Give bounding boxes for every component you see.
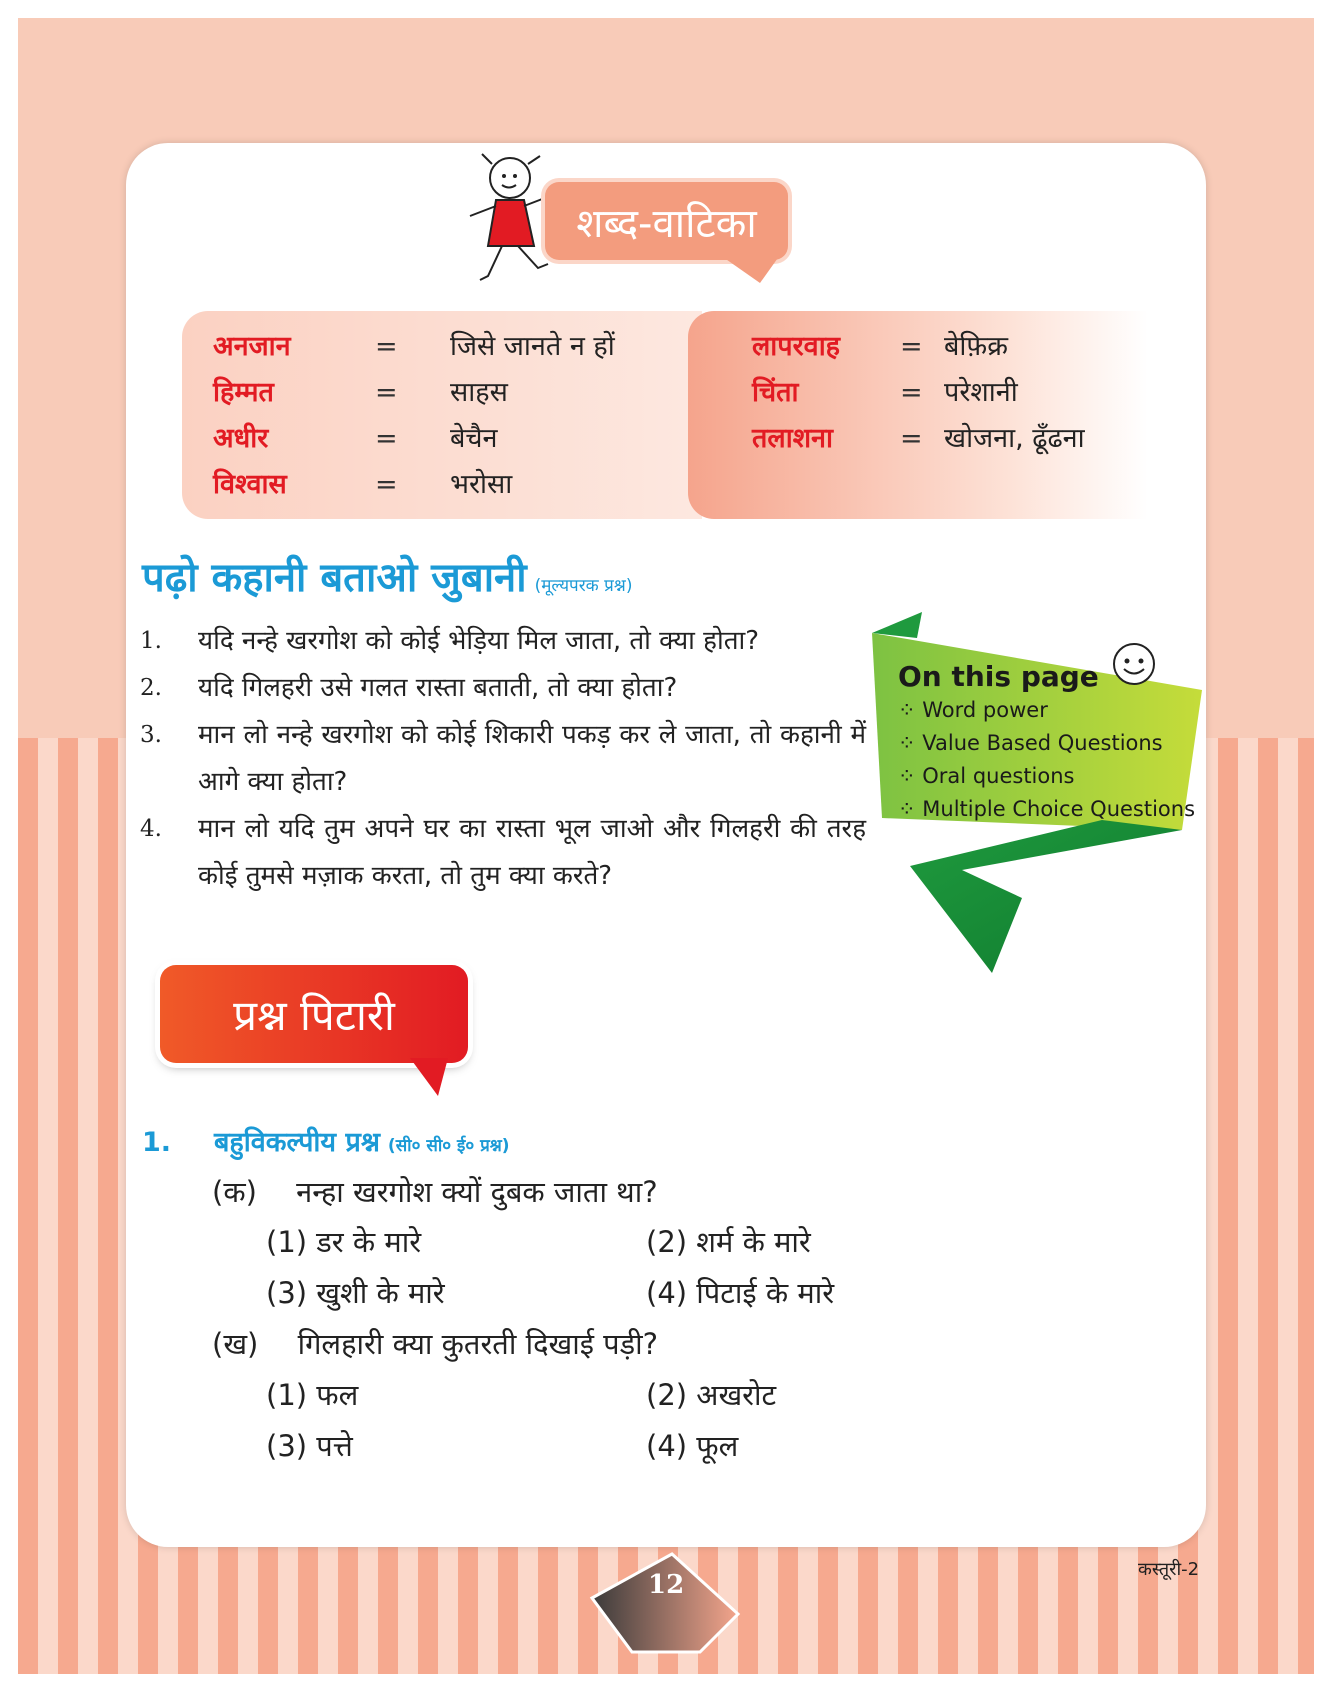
list-item (140, 806, 866, 900)
bubble-tail (720, 255, 780, 285)
vocab-word: तलाशना (752, 423, 834, 454)
mcq-question (212, 1324, 658, 1363)
smiley-face-icon (1114, 644, 1154, 684)
vocab-meaning: परेशानी (944, 377, 1018, 408)
on-this-page-item: ⁘ Word power (898, 698, 1048, 722)
vocab-word: चिंता (752, 377, 799, 408)
question-number: 4. (140, 816, 162, 842)
question-text: मान लो यदि तुम अपने घर का रास्ता भूल जाओ और गिलहरी की तरह कोई तुमसे मज़ाक करता, तो तुम क्या करते? (198, 814, 866, 891)
list-item (140, 665, 866, 712)
vocab-equals: = (375, 331, 398, 362)
bubble-tail (410, 1058, 450, 1098)
vocab-meaning: भरोसा (450, 469, 513, 500)
vocab-equals: = (900, 377, 923, 408)
mcq-option: (2) अखरोट (646, 1378, 777, 1412)
vocab-word: अधीर (213, 423, 269, 454)
vocab-meaning: बेफ़िक्र (944, 331, 1008, 362)
on-this-page-item: ⁘ Multiple Choice Questions (898, 797, 1196, 821)
question-label: (क) (212, 1175, 257, 1209)
story-subtitle: (मूल्यपरक प्रश्न) (534, 576, 633, 596)
mcq-number: 1. (142, 1127, 172, 1158)
vocab-equals: = (375, 469, 398, 500)
vocab-word: लापरवाह (752, 331, 841, 362)
question-text: यदि नन्हे खरगोश को कोई भेड़िया मिल जाता, तो क्या होता? (198, 626, 760, 656)
question-number: 3. (140, 722, 162, 748)
story-section-heading (142, 548, 632, 603)
question-text: मान लो नन्हे खरगोश को कोई शिकारी पकड़ कर ले जाता, तो कहानी में आगे क्या होता? (198, 720, 866, 797)
vocab-meaning: जिसे जानते न हों (450, 331, 615, 362)
question-label: (ख) (212, 1327, 259, 1361)
vocab-equals: = (375, 377, 398, 408)
vocab-row (752, 417, 1132, 461)
vocab-row (213, 417, 663, 461)
question-text: यदि गिलहरी उसे गलत रास्ता बताती, तो क्या होता? (198, 673, 678, 703)
mcq-option: (2) शर्म के मारे (646, 1225, 811, 1259)
vocab-word: अनजान (213, 331, 291, 362)
vocab-row (752, 371, 1132, 415)
book-name: कस्तूरी-2 (1138, 1559, 1200, 1580)
question-text: नन्हा खरगोश क्यों दुबक जाता था? (296, 1175, 658, 1209)
story-title: पढ़ो कहानी बताओ जुबानी (142, 555, 527, 601)
mcq-subtitle: (सी० सी० ई० प्रश्न) (387, 1136, 510, 1156)
vocab-equals: = (375, 423, 398, 454)
list-item (140, 618, 866, 665)
vocab-row (213, 325, 663, 369)
vocab-meaning: खोजना, ढूँढना (944, 423, 1085, 454)
vocab-row (752, 325, 1132, 369)
vocab-row (213, 463, 663, 507)
story-question-list (140, 618, 866, 900)
question-number: 2. (140, 675, 162, 701)
on-this-page-title: On this page (898, 660, 1099, 693)
on-this-page-item: ⁘ Oral questions (898, 764, 1075, 788)
vocab-row (213, 371, 663, 415)
vocab-equals: = (900, 331, 923, 362)
mcq-option: (3) पत्ते (266, 1429, 353, 1463)
page-number-badge (588, 1548, 744, 1656)
mcq-option: (3) खुशी के मारे (266, 1276, 445, 1310)
vocab-meaning: साहस (450, 377, 508, 408)
list-item (140, 712, 866, 806)
shabd-vatika-title: शब्द-वाटिका (545, 182, 788, 260)
mcq-title: बहुविकल्पीय प्रश्न (214, 1127, 380, 1158)
question-text: गिलहारी क्या कुतरती दिखाई पड़ी? (297, 1327, 659, 1361)
mcq-option: (4) फूल (646, 1429, 739, 1463)
mcq-heading (142, 1122, 510, 1159)
prashna-pitari-title: प्रश्न पिटारी (160, 965, 468, 1063)
vocab-equals: = (900, 423, 923, 454)
question-number: 1. (140, 628, 162, 654)
on-this-page-item: ⁘ Value Based Questions (898, 731, 1163, 755)
vocab-word: विश्वास (213, 469, 287, 500)
vocab-meaning: बेचैन (450, 423, 498, 454)
page-number: 12 (648, 1570, 685, 1600)
mcq-option: (1) फल (266, 1378, 359, 1412)
mcq-question (212, 1172, 658, 1211)
mcq-option: (4) पिटाई के मारे (646, 1276, 835, 1310)
mcq-option: (1) डर के मारे (266, 1225, 422, 1259)
vocab-word: हिम्मत (213, 377, 274, 408)
